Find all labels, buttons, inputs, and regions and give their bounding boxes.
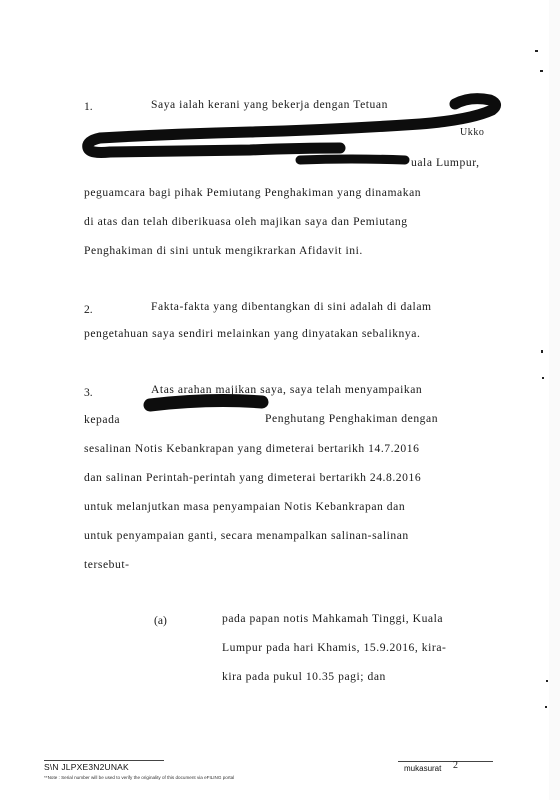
paragraph-3-line-1: Atas arahan majikan saya, saya telah menyampaikan	[151, 383, 423, 396]
footer-rule-right	[398, 761, 493, 762]
paragraph-1-line-5: di atas dan telah diberikuasa oleh majikan saya dan Pemiutang	[84, 215, 408, 228]
paragraph-3-line-5: untuk melanjutkan masa penyampaian Notis Kebankrapan dan	[84, 500, 406, 513]
footer-rule-left	[44, 760, 164, 761]
paragraph-3-line-7: tersebut-	[84, 558, 130, 571]
scan-speck	[546, 680, 548, 682]
footer-page-number: 2	[453, 760, 458, 771]
footer-note: **Note : Serial number will be used to verify the originality of this document via eFILING portal	[44, 775, 235, 780]
paragraph-2-line-1: Fakta-fakta yang dibentangkan di sini adalah di dalam	[151, 300, 432, 313]
paragraph-3-line-6: untuk penyampaian ganti, secara menampalkan salinan-salinan	[84, 529, 409, 542]
scan-speck	[545, 706, 547, 708]
paragraph-1-line-1: Saya ialah kerani yang bekerja dengan Tetuan	[151, 98, 388, 111]
paragraph-1-line-6: Penghakiman di sini untuk mengikrarkan Afidavit ini.	[84, 244, 363, 257]
sub-paragraph-a-line-1: pada papan notis Mahkamah Tinggi, Kuala	[222, 612, 444, 625]
scan-speck	[541, 350, 543, 353]
paragraph-3-line-4: dan salinan Perintah-perintah yang dimeterai bertarikh 24.8.2016	[84, 471, 422, 484]
scan-speck	[535, 50, 538, 52]
paragraph-3-line-2-end: Penghutang Penghakiman dengan	[265, 412, 439, 425]
sub-paragraph-a-line-3: kira pada pukul 10.35 pagi; dan	[222, 670, 386, 683]
paragraph-3-line-3: sesalinan Notis Kebankrapan yang dimeterai bertarikh 14.7.2016	[84, 442, 420, 455]
scan-speck	[542, 377, 544, 379]
sub-paragraph-a-label: (a)	[154, 614, 167, 627]
paragraph-1-line-4: peguamcara bagi pihak Pemiutang Penghakiman yang dinamakan	[84, 186, 422, 199]
paragraph-1-number: 1.	[84, 100, 93, 113]
footer-page-label: mukasurat	[404, 764, 442, 773]
paragraph-1-fragment: Ukko	[460, 127, 485, 138]
paragraph-1-line-3-tail: uala Lumpur,	[411, 156, 480, 169]
scan-edge	[549, 0, 560, 800]
paragraph-3-number: 3.	[84, 386, 93, 399]
paragraph-2-number: 2.	[84, 303, 93, 316]
paragraph-2-line-2: pengetahuan saya sendiri melainkan yang dinyatakan sebaliknya.	[84, 327, 421, 340]
footer-serial-number: S\N JLPXE3N2UNAK	[44, 762, 129, 772]
scan-speck	[540, 70, 543, 72]
sub-paragraph-a-line-2: Lumpur pada hari Khamis, 15.9.2016, kira-	[222, 641, 447, 654]
paragraph-3-line-2-start: kepada	[84, 413, 121, 426]
